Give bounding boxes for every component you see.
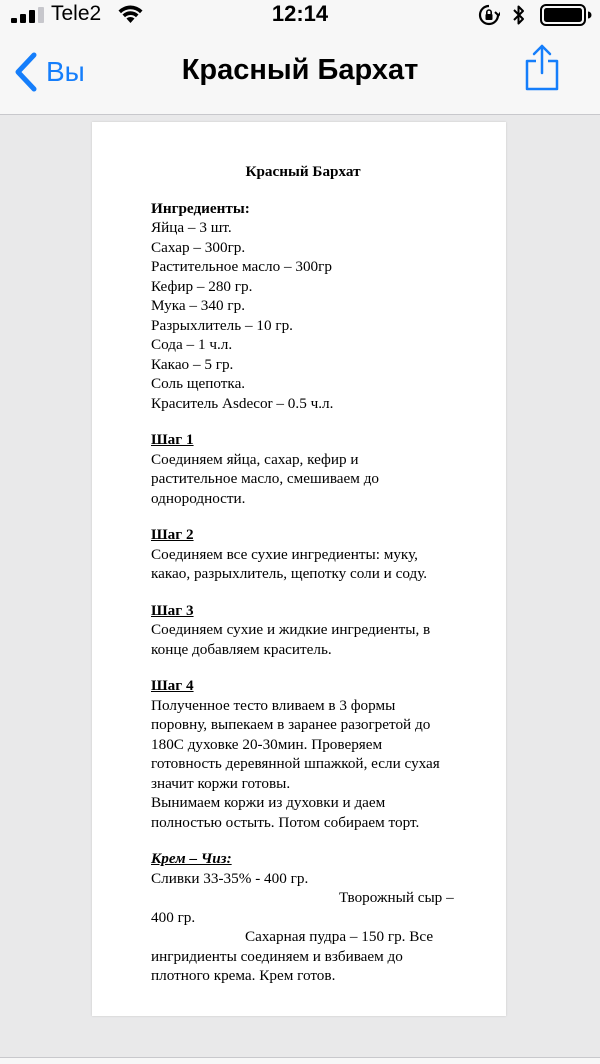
page-title: Красный Бархат <box>181 54 419 86</box>
step-2-line: Соединяем все сухие ингредиенты: муку, <box>151 545 418 563</box>
step-4-heading: Шаг 4 <box>151 677 194 694</box>
carrier-name: Tele2 <box>51 2 102 25</box>
step-4-line: готовность деревянной шпажкой, если сухая <box>151 755 440 772</box>
top-bar-area <box>0 0 600 115</box>
step-2-heading: Шаг 2 <box>151 526 194 543</box>
bluetooth-icon <box>512 3 526 27</box>
ingredients-heading: Ингредиенты: <box>151 199 250 217</box>
back-button[interactable] <box>14 50 85 94</box>
navigation-bar <box>0 30 600 114</box>
document-content <box>151 162 481 986</box>
ingredient-item: Яйца – 3 шт. <box>151 219 232 236</box>
step-3-line: Соединяем сухие и жидкие ингредиенты, в <box>151 621 431 638</box>
document-page[interactable] <box>92 122 506 1016</box>
chevron-left-icon <box>14 52 38 92</box>
step-3-heading: Шаг 3 <box>151 601 194 619</box>
orientation-lock-icon <box>478 4 500 26</box>
step-1-line: растительное масло, смешиваем до <box>151 470 380 487</box>
step-4-line: 180С духовке 20-30мин. Проверяем <box>151 735 383 753</box>
document-title: Красный Бархат <box>245 163 361 180</box>
step-4-line: значит коржи готовы. <box>151 774 291 792</box>
step-1-heading: Шаг 1 <box>151 431 194 448</box>
ingredients-list <box>151 218 481 413</box>
status-time: 12:14 <box>271 1 329 26</box>
ingredient-item: Соль щепотка. <box>151 375 246 392</box>
step-2-line: какао, разрыхлитель, щепотку соли и соду. <box>151 565 428 582</box>
ingredient-item: Сахар – 300гр. <box>151 238 246 256</box>
cream-line: Сахарная пудра – 150 гр. Все <box>245 928 434 945</box>
step-4-line: Полученное тесто вливаем в 3 формы <box>151 696 396 714</box>
status-bar <box>0 0 600 30</box>
ingredient-item: Растительное масло – 300гр <box>151 258 332 275</box>
back-button-label: Вы <box>46 56 85 87</box>
step-1-line: Соединяем яйца, сахар, кефир и <box>151 450 359 468</box>
ingredient-item: Мука – 340 гр. <box>151 297 245 314</box>
battery-icon <box>540 4 592 26</box>
ingredient-item: Краситель Asdecor – 0.5 ч.л. <box>151 394 334 412</box>
cream-line: ингридиенты соединяем и взбиваем до <box>151 947 403 965</box>
share-icon[interactable] <box>524 43 560 91</box>
ingredient-item: Кефир – 280 гр. <box>151 277 253 295</box>
ingredient-item: Разрыхлитель – 10 гр. <box>151 316 293 334</box>
step-4-line: полностью остыть. Потом собираем торт. <box>151 813 420 831</box>
cream-line: 400 гр. <box>151 908 196 926</box>
cream-line: Творожный сыр – <box>339 889 454 906</box>
cream-line: Сливки 33-35% - 400 гр. <box>151 869 309 887</box>
step-4-line: поровну, выпекаем в заранее разогретой до <box>151 716 431 733</box>
cream-line: плотного крема. Крем готов. <box>151 967 336 984</box>
cream-heading: Крем – Чиз: <box>151 850 232 867</box>
step-4-line: Вынимаем коржи из духовки и даем <box>151 794 386 811</box>
step-1-line: однородности. <box>151 489 246 507</box>
step-3-line: конце добавляем краситель. <box>151 640 332 658</box>
ingredient-item: Сода – 1 ч.л. <box>151 336 233 353</box>
ingredient-item: Какао – 5 гр. <box>151 355 234 373</box>
